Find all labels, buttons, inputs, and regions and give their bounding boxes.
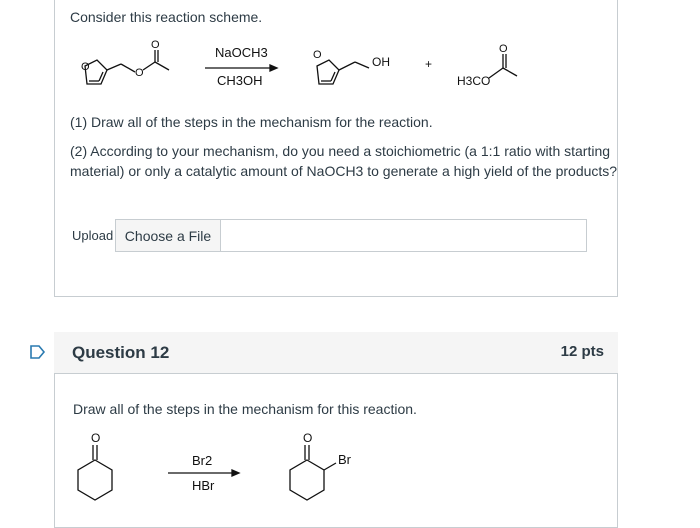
question-11-intro: Consider this reaction scheme. <box>70 9 263 25</box>
reaction-scheme-1 <box>65 38 625 108</box>
question-12-title: Question 12 <box>72 343 170 362</box>
file-upload-field[interactable] <box>115 219 587 252</box>
carbonyl-o-label: O <box>151 39 160 51</box>
upload-label: Upload <box>72 228 114 243</box>
question-12-prompt: Draw all of the steps in the mechanism for this reaction. <box>73 401 417 417</box>
question-12-header <box>54 332 618 374</box>
product-furan-o-label: O <box>313 49 322 61</box>
bromoketone-o-label: O <box>303 431 313 445</box>
flag-question-icon[interactable] <box>30 345 46 359</box>
question-11-part1: (1) Draw all of the steps in the mechanism for the reaction. <box>70 114 433 130</box>
reagent-ch3oh: CH3OH <box>217 73 263 88</box>
plus-sign: + <box>425 57 433 71</box>
br-label: Br <box>338 452 351 467</box>
question-12-points: 12 pts <box>560 343 604 360</box>
reaction-scheme-2 <box>70 428 390 518</box>
reagent-hbr: HBr <box>192 478 215 493</box>
oh-label: OH <box>372 55 390 69</box>
h3co-label: H3CO <box>457 74 491 88</box>
furan-ring-product <box>317 60 339 84</box>
cyclohexanone-o-label: O <box>91 431 101 445</box>
ester-o-label: O <box>135 67 144 79</box>
furan-o-label: O <box>81 61 90 73</box>
question-11-part2-line2: material) or only a catalytic amount of NaOCH3 to generate a high yield of the products? <box>70 163 618 179</box>
choose-file-button[interactable]: Choose a File <box>116 220 221 251</box>
question-11-part2-line1: (2) According to your mechanism, do you need a stoichiometric (a 1:1 ratio with starting <box>70 143 611 159</box>
reagent-br2: Br2 <box>192 453 213 468</box>
acetate-o-label: O <box>499 43 508 55</box>
reagent-naoch3: NaOCH3 <box>215 45 268 60</box>
